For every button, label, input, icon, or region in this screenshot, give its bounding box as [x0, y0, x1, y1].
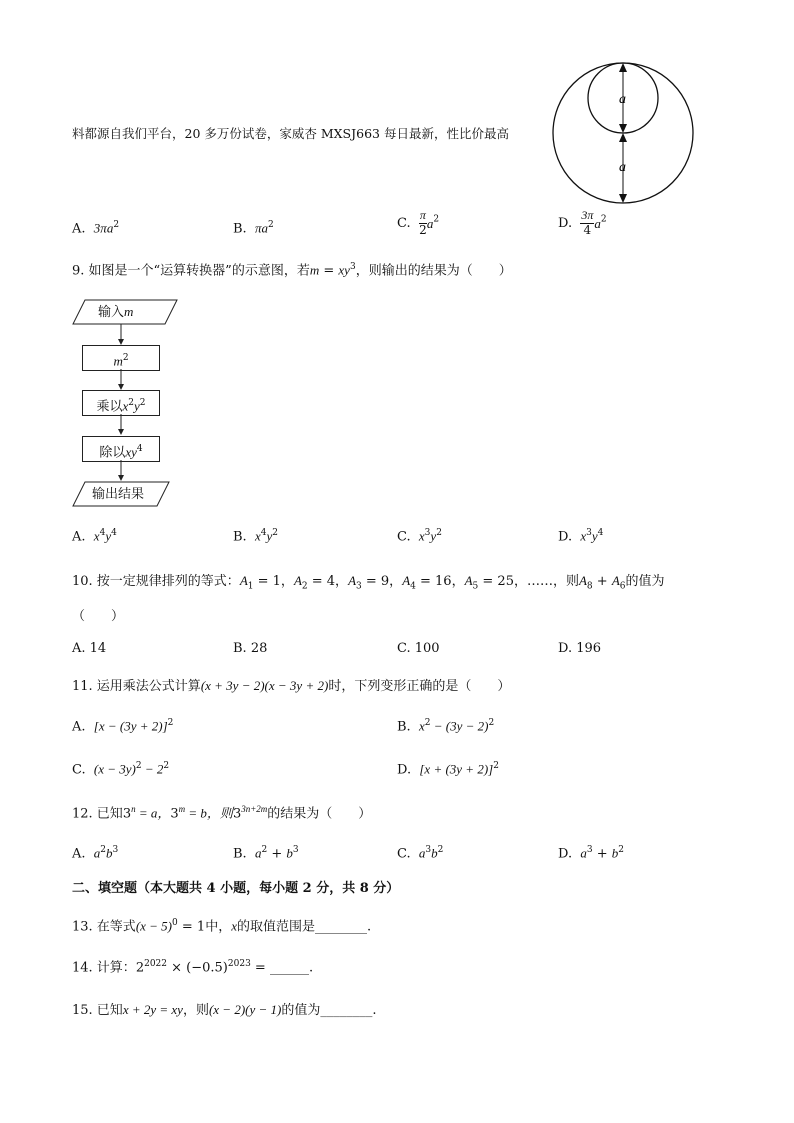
q8-option-d: D. $\frac{3\pi}{4}$ $a^2$ [558, 208, 607, 237]
q12-option-c: C. $a^3b^2$ [397, 845, 444, 862]
q9-option-a: A. $x^4y^4$ [72, 528, 117, 545]
q13-stem: 13. 在等式$(x - 5)^0 = 1$中，x的取值范围是________. [72, 918, 372, 935]
q12-option-a: A. $a^2b^3$ [72, 845, 119, 862]
q8-option-b: B. $\pi a^2$ [233, 220, 274, 237]
q10-option-c: C. 100 [397, 641, 440, 656]
q9-option-b: B. $x^4y^2$ [233, 528, 278, 545]
q14-stem: 14. 计算：$2^{2022} \times (-0.5)^{2023}$ = ______. [72, 959, 314, 976]
flowchart-output: 输出结果 [92, 487, 145, 502]
flowchart-step-divide: 除以$xy^4$ [82, 436, 160, 462]
q12-stem: 12. 已知$3^n = a$，$3^m = b$，则$3^{3n+2m}$的结果为（ ） [72, 804, 372, 822]
q8-option-a: A. $3\pi a^2$ [72, 220, 120, 237]
label-bottom-a: a [619, 160, 626, 175]
q9-option-c: C. $x^3y^2$ [397, 528, 442, 545]
flowchart-input: 输入m [98, 304, 134, 320]
section-heading-fill-in: 二、填空题（本大题共 4 小题，每小题 2 分，共 8 分） [72, 881, 400, 896]
q11-stem: 11. 运用乘法公式计算(x + 3y − 2)(x − 3y + 2)时，下列变形正确的是（ ） [72, 678, 511, 694]
q10-option-b: B. 28 [233, 641, 268, 656]
flowchart-step-square: $m^2$ [82, 345, 160, 371]
q12-option-d: D. $a^3 + b^2$ [558, 845, 624, 862]
q11-option-a: A. $[x - (3y + 2)]^2$ [72, 718, 174, 735]
q15-stem: 15. 已知x + 2y = xy，则(x − 2)(y − 1)的值为________. [72, 1002, 377, 1018]
q8-circles-figure [548, 58, 708, 218]
q10-stem: 10. 按一定规律排列的等式：$A_1 = 1$，$A_2 = 4$，$A_3 = 9$，$A_4 = 16$，$A_5 = 25$，……，则$A_8 + A_6$的值为 [72, 573, 665, 592]
q9-option-d: D. $x^3y^4$ [558, 528, 604, 545]
label-top-a: a [619, 92, 626, 107]
q12-option-b: B. $a^2 + b^3$ [233, 845, 299, 862]
q8-option-c: C. $\frac{\pi}{2}$ $a^2$ [397, 208, 440, 237]
q11-option-b: B. $x^2 - (3y - 2)^2$ [397, 718, 495, 735]
header-line: 料都源自我们平台，20 多万份试卷，家威杏 MXSJ663 每日最新，性比价最高 [72, 126, 509, 141]
q10-option-d: D. 196 [558, 641, 602, 656]
flowchart-step-multiply: 乘以$x^2y^2$ [82, 390, 160, 416]
q10-bracket: （ ） [72, 609, 125, 624]
q10-option-a: A. 14 [72, 641, 107, 656]
q11-option-c: C. $(x - 3y)^2 - 2^2$ [72, 761, 170, 778]
q9-stem: 9. 如图是一个“运算转换器”的示意图，若$m = xy^3$，则输出的结果为（ ） [72, 262, 512, 279]
q11-option-d: D. $[x + (3y + 2)]^2$ [397, 761, 499, 778]
